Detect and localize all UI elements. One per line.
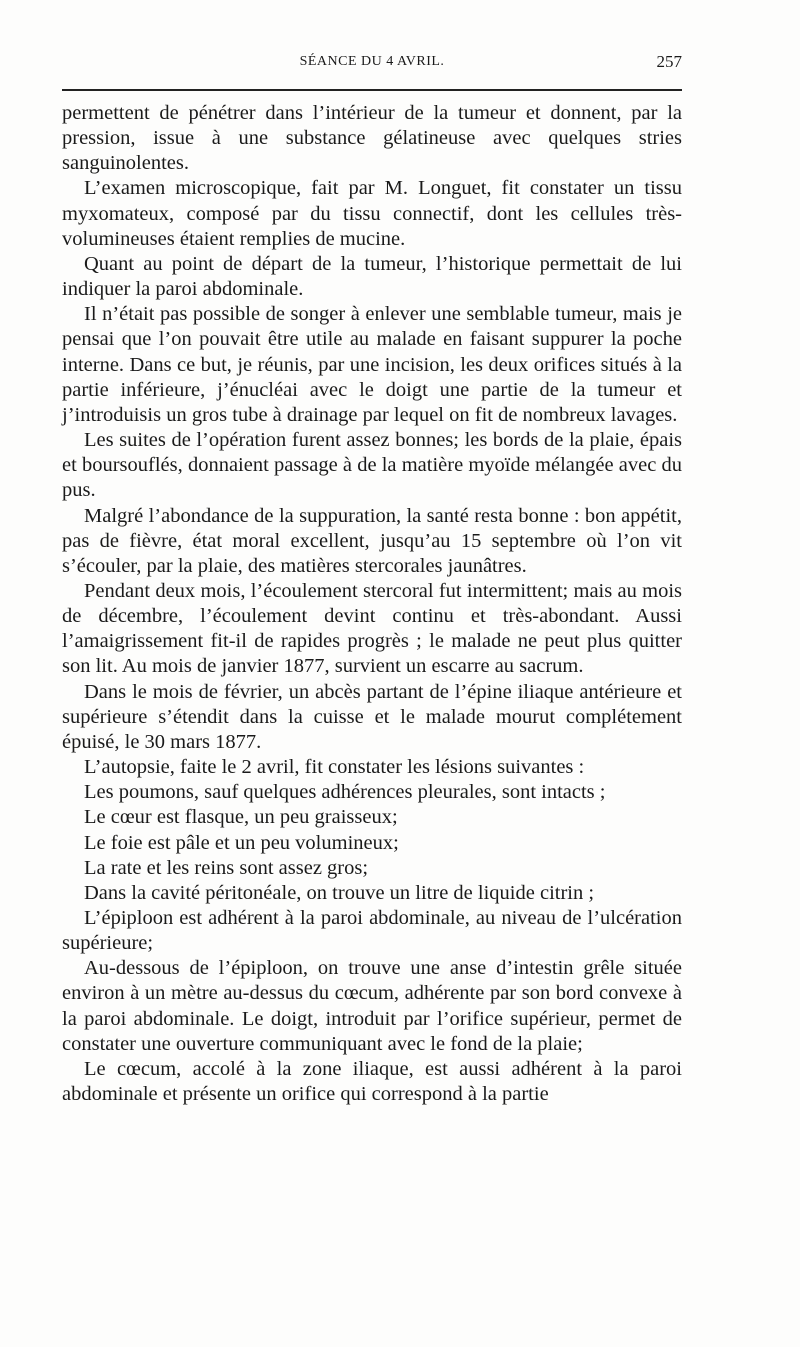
paragraph-4: Il n’était pas possible de songer à enlever une semblable tumeur, mais je pensai que l’on pouvait être utile au malade en faisant suppurer la poche interne. Dans ce but, je réunis, par une incision, les deux orifices situés à la partie inférieure, j’énucléai avec le doigt une partie de la tumeur et j’introduisis un gros tube à drainage par lequel on fit de nombreux lavages. — [62, 303, 682, 426]
paragraph-13: La rate et les reins sont assez gros; — [84, 856, 369, 879]
paragraph-12: Le foie est pâle et un peu volumineux; — [84, 831, 399, 854]
paragraph-7: Pendant deux mois, l’écoulement stercoral fut intermittent; mais au mois de décembre, l’écoulement devint continu et très-abondant. Aussi l’amaigrissement fit-il de rapides progrès ; le malade ne peut plus quitter son lit. Au mois de janvier 1877, survient un escarre au sacrum. — [62, 579, 682, 678]
page-number: 257 — [656, 52, 682, 71]
page-header — [62, 52, 682, 80]
header-rule — [62, 89, 682, 91]
paragraph-1: permettent de pénétrer dans l’intérieur de la tumeur et donnent, par la pression, issue à une substance gélatineuse avec quelques stries sanguinolentes. — [62, 102, 682, 175]
paragraph-9: L’autopsie, faite le 2 avril, fit constater les lésions suivantes : — [84, 756, 585, 779]
paragraph-8: Dans le mois de février, un abcès partant de l’épine iliaque antérieure et supérieure s’étendit dans la cuisse et le malade mourut complétement épuisé, le 30 mars 1877. — [62, 680, 682, 753]
paragraph-3: Quant au point de départ de la tumeur, l’historique permettait de lui indiquer la paroi abdominale. — [62, 252, 682, 301]
paragraph-2: L’examen microscopique, fait par M. Longuet, fit constater un tissu myxomateux, composé par du tissu connectif, dont les cellules très-volumineuses étaient remplies de mucine. — [62, 177, 682, 250]
paragraph-10: Les poumons, sauf quelques adhérences pleurales, sont intacts ; — [84, 781, 606, 804]
paragraph-16: Au-dessous de l’épiploon, on trouve une anse d’intestin grêle située environ à un mètre au-dessus du cœcum, adhérente par son bord convexe à la paroi abdominale. Le doigt, introduit par l’orifice supérieur, permet de constater une ouverture communiquant avec le fond de la plaie; — [62, 957, 682, 1055]
paragraph-5: Les suites de l’opération furent assez bonnes; les bords de la plaie, épais et boursouflés, donnaient passage à de la matière myoïde mélangée avec du pus. — [62, 429, 682, 502]
paragraph-6: Malgré l’abondance de la suppuration, la santé resta bonne : bon appétit, pas de fièvre, état moral excellent, jusqu’au 15 septembre où l’on vit s’écouler, par la plaie, des matières stercorales jaunâtres. — [62, 504, 682, 577]
paragraph-15: L’épiploon est adhérent à la paroi abdominale, au niveau de l’ulcération supérieure; — [62, 907, 682, 955]
paragraph-17: Le cœcum, accolé à la zone iliaque, est aussi adhérent à la paroi abdominale et présente un orifice qui correspond à la partie — [62, 1057, 682, 1106]
paragraph-11: Le cœur est flasque, un peu graisseux; — [84, 806, 398, 829]
body-text — [62, 101, 682, 1107]
running-head: SÉANCE DU 4 AVRIL. — [299, 54, 445, 69]
paragraph-14: Dans la cavité péritonéale, on trouve un litre de liquide citrin ; — [84, 881, 595, 904]
